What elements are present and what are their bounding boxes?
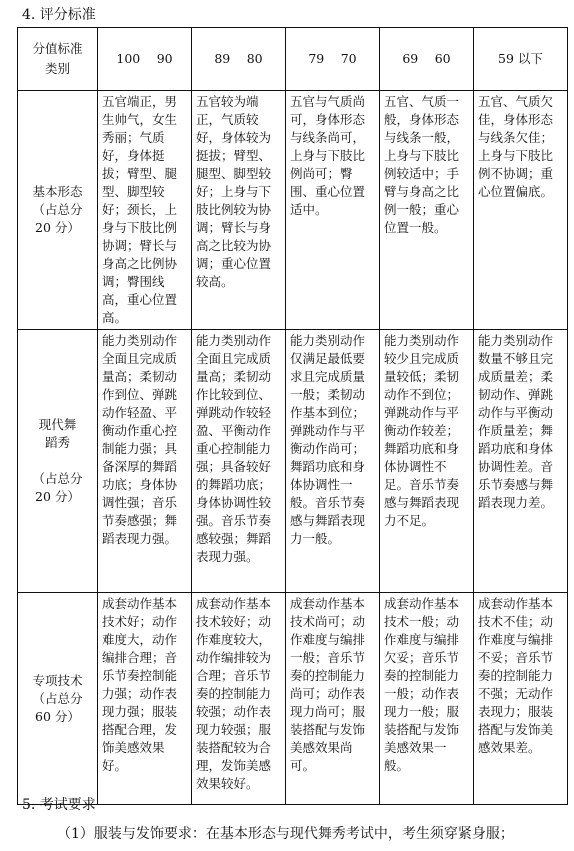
section-heading-scoring: 4. 评分标准 [22,7,96,23]
corner-header: 分值标准 类别 [18,28,98,91]
table-cell: 成套动作基本技术不佳；动作难度与编排不妥；音乐节奏的控制能力不强；无动作表现力；服装搭配与发饰美感效果差。 [474,593,568,805]
column-header-89-80: 89 80 [192,28,286,91]
category-weight: （占总分 20 分） [32,202,83,235]
table-cell: 能力类别动作全面且完成质量高；柔韧动作到位、弹跳动作轻盈、平衡动作重心控制能力强；具备深厚的舞蹈功底；身体协调性强；音乐节奏感强；舞蹈表现力强。 [98,330,192,593]
table-cell: 能力类别动作较少且完成质量较低；柔韧动作不到位；弹跳动作与平衡动作较差；舞蹈功底和身体协调性不足。音乐节奏感与舞蹈表现力不足。 [380,330,474,593]
table-cell: 五官、气质欠佳，身体形态与线条欠佳；上身与下肢比例不协调；重心位置偏底。 [474,91,568,330]
category-weight: （占总分 20 分） [32,471,83,504]
category-name: 现代舞 蹈秀 [38,417,77,450]
category-name: 专项技术 [32,672,83,688]
table-cell: 成套动作基本技术较好；动作难度较大，动作编排较为合理；音乐节奏的控制能力较强；动作表现力较强；服装搭配较为合理，发饰美感效果较好。 [192,593,286,805]
table-row [18,91,568,330]
scoring-table [17,27,568,805]
requirement-item-1: （1）服装与发饰要求：在基本形态与现代舞秀考试中，考生须穿紧身服； [57,826,514,842]
table-cell: 能力类别动作数量不够且完成质量差；柔韧动作、弹跳动作与平衡动作质量差；舞蹈功底和身体协调性差。音乐节奏感与舞蹈表现力差。 [474,330,568,593]
table-cell: 能力类别动作全面且完成质量高；柔韧动作比较到位、弹跳动作较轻盈、平衡动作重心控制能力强；具备较好的舞蹈功底；身体协调性较强。音乐节奏感较强；舞蹈表现力强。 [192,330,286,593]
table-cell: 五官端正，男生帅气，女生秀丽；气质好，身体挺拔；臂型、腿型、脚型较好；颈长，上身与下肢比例协调；臂长与身高之比例协调；臀围线高，重心位置高。 [98,91,192,330]
table-row [18,593,568,805]
column-header-100-90: 100 90 [98,28,192,91]
column-header-69-60: 69 60 [380,28,474,91]
category-name: 基本形态 [32,184,83,199]
category-cell [18,593,98,805]
table-cell: 成套动作基本技术尚可；动作难度与编排一般；音乐节奏的控制能力尚可；动作表现力尚可；服装搭配与发饰美感效果尚可。 [286,593,380,805]
column-header-79-70: 79 70 [286,28,380,91]
table-cell: 五官、气质一般，身体形态与线条一般，上身与下肢比例较适中；手臂与身高之比例一般；重心位置一般。 [380,91,474,330]
table-cell: 成套动作基本技术一般；动作难度与编排欠妥；音乐节奏的控制能力一般；动作表现力一般；服装搭配与发饰美感效果一般。 [380,593,474,805]
table-row [18,330,568,593]
category-cell [18,91,98,330]
section-heading-exam-requirements: 5. 考试要求 [22,797,96,813]
table-cell: 五官较为端正，气质较好，身体较为挺拔；臂型、腿型、脚型较好；上身与下肢比例较为协调；臂长与身高之比较为协调；重心位置较高。 [192,91,286,330]
table-cell: 成套动作基本技术好；动作难度大，动作编排合理；音乐节奏控制能力强；动作表现力强；服装搭配合理，发饰美感效果好。 [98,593,192,805]
column-header-59-below: 59 以下 [474,28,568,91]
category-weight: （占总分 60 分） [32,690,83,724]
table-cell: 五官与气质尚可，身体形态与线条尚可，上身与下肢比例尚可；臀围、重心位置适中。 [286,91,380,330]
category-cell [18,330,98,593]
table-cell: 能力类别动作仅满足最低要求且完成质量一般；柔韧动作基本到位；弹跳动作与平衡动作尚可；舞蹈功底和身体协调性一般。音乐节奏感与舞蹈表现力一般。 [286,330,380,593]
table-header-row [18,28,568,91]
